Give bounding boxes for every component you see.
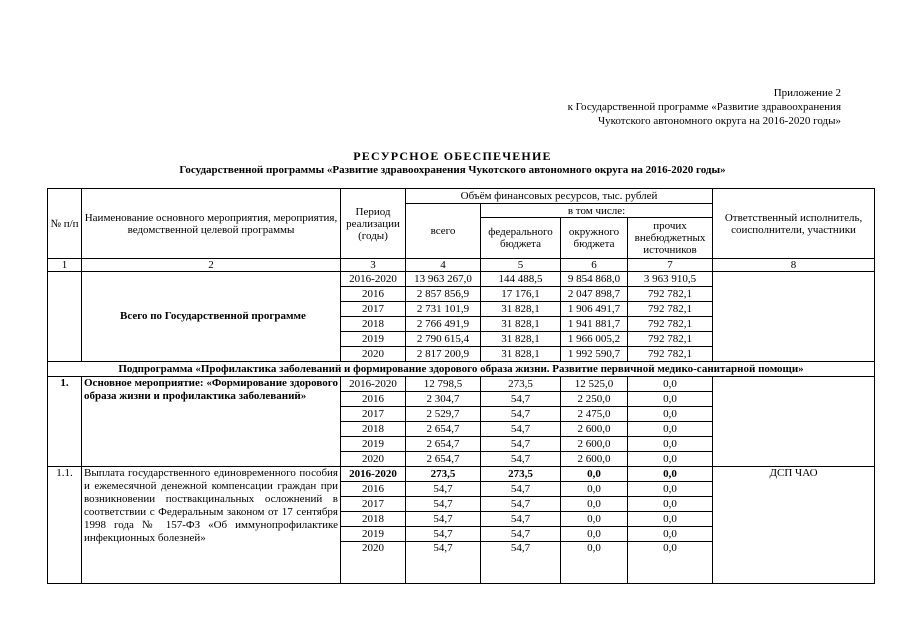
other-cell: 0,0 [628, 542, 713, 584]
federal-cell: 54,7 [481, 437, 561, 452]
district-cell: 0,0 [561, 527, 628, 542]
district-cell: 2 600,0 [561, 452, 628, 467]
period-cell: 2016 [341, 392, 406, 407]
other-cell: 792 782,1 [628, 317, 713, 332]
total-cell: 2 654,7 [406, 422, 481, 437]
annex-line-3: Чукотского автономного округа на 2016-2020 годы» [597, 115, 841, 127]
header-volume: Объём финансовых ресурсов, тыс. рублей [406, 189, 713, 204]
period-cell: 2016 [341, 482, 406, 497]
column-number-row [48, 259, 875, 272]
table-row [48, 272, 875, 287]
federal-cell: 31 828,1 [481, 302, 561, 317]
federal-cell: 54,7 [481, 407, 561, 422]
colnum-cell: 1 [48, 259, 82, 272]
period-cell: 2016-2020 [341, 377, 406, 392]
district-cell: 1 906 491,7 [561, 302, 628, 317]
other-cell: 3 963 910,5 [628, 272, 713, 287]
main-event-label: Основное мероприятие: «Формирование здорового образа жизни и профилактика заболеваний» [82, 377, 341, 467]
annex-line-1: Приложение 2 [773, 87, 841, 99]
district-cell: 2 250,0 [561, 392, 628, 407]
header-num: № п/п [48, 189, 82, 259]
colnum-cell: 3 [341, 259, 406, 272]
header-total: всего [406, 204, 481, 259]
other-cell: 0,0 [628, 452, 713, 467]
total-cell: 2 529,7 [406, 407, 481, 422]
federal-cell: 54,7 [481, 482, 561, 497]
federal-cell: 54,7 [481, 422, 561, 437]
annex-line-2: к Государственной программе «Развитие здравоохранения [567, 101, 841, 113]
total-cell: 54,7 [406, 512, 481, 527]
total-cell: 54,7 [406, 497, 481, 512]
district-cell: 2 600,0 [561, 437, 628, 452]
district-cell: 2 600,0 [561, 422, 628, 437]
event-num: 1. [48, 377, 82, 467]
period-cell: 2019 [341, 437, 406, 452]
subprogram-row [48, 362, 875, 377]
other-cell: 0,0 [628, 392, 713, 407]
header-period: Период реализации (годы) [341, 189, 406, 259]
table-row [48, 377, 875, 392]
period-cell: 2020 [341, 542, 406, 584]
period-cell: 2019 [341, 527, 406, 542]
program-total-label: Всего по Государственной программе [82, 272, 341, 362]
event-1-1-responsible: ДСП ЧАО [713, 467, 875, 584]
other-cell: 792 782,1 [628, 302, 713, 317]
total-cell: 54,7 [406, 482, 481, 497]
district-cell: 12 525,0 [561, 377, 628, 392]
program-num-cell [48, 272, 82, 362]
header-other: прочих внебюджетных источников [628, 218, 713, 259]
event-num: 1.1. [48, 467, 82, 584]
colnum-cell: 4 [406, 259, 481, 272]
total-cell: 2 857 856,9 [406, 287, 481, 302]
district-cell: 1 966 005,2 [561, 332, 628, 347]
program-responsible-cell [713, 272, 875, 362]
period-cell: 2020 [341, 452, 406, 467]
other-cell: 0,0 [628, 497, 713, 512]
document-title: РЕСУРСНОЕ ОБЕСПЕЧЕНИЕ [353, 149, 552, 163]
other-cell: 0,0 [628, 512, 713, 527]
annex-block [568, 86, 841, 128]
document-subtitle: Государственной программы «Развитие здравоохранения Чукотского автономного округа на 2016-2020 годы» [179, 164, 726, 176]
period-cell: 2019 [341, 332, 406, 347]
period-cell: 2016 [341, 287, 406, 302]
period-cell: 2016-2020 [341, 272, 406, 287]
federal-cell: 31 828,1 [481, 332, 561, 347]
district-cell: 2 047 898,7 [561, 287, 628, 302]
header-federal: федерального бюджета [481, 218, 561, 259]
other-cell: 792 782,1 [628, 332, 713, 347]
federal-cell: 17 176,1 [481, 287, 561, 302]
total-cell: 2 654,7 [406, 452, 481, 467]
colnum-cell: 5 [481, 259, 561, 272]
federal-cell: 273,5 [481, 467, 561, 482]
total-cell: 2 766 491,9 [406, 317, 481, 332]
other-cell: 792 782,1 [628, 287, 713, 302]
other-cell: 0,0 [628, 377, 713, 392]
total-cell: 2 790 615,4 [406, 332, 481, 347]
total-cell: 54,7 [406, 542, 481, 584]
period-cell: 2017 [341, 407, 406, 422]
federal-cell: 54,7 [481, 392, 561, 407]
other-cell: 0,0 [628, 437, 713, 452]
resource-table [47, 188, 875, 584]
federal-cell: 54,7 [481, 452, 561, 467]
subprogram-title: Подпрограмма «Профилактика заболеваний и формирование здорового образа жизни. Развитие первичной медико-санитарной помощи» [48, 362, 875, 377]
federal-cell: 31 828,1 [481, 347, 561, 362]
header-name: Наименование основного мероприятия, мероприятия, ведомственной целевой программы [82, 189, 341, 259]
period-cell: 2018 [341, 512, 406, 527]
other-cell: 0,0 [628, 407, 713, 422]
colnum-cell: 7 [628, 259, 713, 272]
federal-cell: 54,7 [481, 527, 561, 542]
district-cell: 9 854 868,0 [561, 272, 628, 287]
district-cell: 0,0 [561, 542, 628, 584]
federal-cell: 54,7 [481, 512, 561, 527]
other-cell: 0,0 [628, 527, 713, 542]
district-cell: 1 992 590,7 [561, 347, 628, 362]
district-cell: 0,0 [561, 497, 628, 512]
total-cell: 2 654,7 [406, 437, 481, 452]
district-cell: 2 475,0 [561, 407, 628, 422]
total-cell: 273,5 [406, 467, 481, 482]
header-responsible: Ответственный исполнитель, соисполнители, участники [713, 189, 875, 259]
federal-cell: 273,5 [481, 377, 561, 392]
event-1-1-label: Выплата государственного единовременного пособия и ежемесячной денежной компенсации граждан при возникновении поствакцинальных осложнений в соответствии с Федеральным законом от 17 сентября 1998 года № 157-ФЗ «Об иммунопрофилактике инфекционных болезней» [82, 467, 341, 584]
district-cell: 0,0 [561, 482, 628, 497]
total-cell: 13 963 267,0 [406, 272, 481, 287]
other-cell: 0,0 [628, 467, 713, 482]
period-cell: 2017 [341, 497, 406, 512]
colnum-cell: 6 [561, 259, 628, 272]
colnum-cell: 8 [713, 259, 875, 272]
period-cell: 2020 [341, 347, 406, 362]
federal-cell: 54,7 [481, 497, 561, 512]
period-cell: 2016-2020 [341, 467, 406, 482]
other-cell: 0,0 [628, 482, 713, 497]
total-cell: 12 798,5 [406, 377, 481, 392]
period-cell: 2018 [341, 317, 406, 332]
total-cell: 54,7 [406, 527, 481, 542]
other-cell: 0,0 [628, 422, 713, 437]
table-row [48, 467, 875, 482]
period-cell: 2017 [341, 302, 406, 317]
total-cell: 2 731 101,9 [406, 302, 481, 317]
federal-cell: 31 828,1 [481, 317, 561, 332]
federal-cell: 144 488,5 [481, 272, 561, 287]
district-cell: 0,0 [561, 467, 628, 482]
header-including: в том числе: [481, 204, 713, 218]
district-cell: 1 941 881,7 [561, 317, 628, 332]
total-cell: 2 304,7 [406, 392, 481, 407]
district-cell: 0,0 [561, 512, 628, 527]
header-district: окружного бюджета [561, 218, 628, 259]
colnum-cell: 2 [82, 259, 341, 272]
federal-cell: 54,7 [481, 542, 561, 584]
other-cell: 792 782,1 [628, 347, 713, 362]
total-cell: 2 817 200,9 [406, 347, 481, 362]
period-cell: 2018 [341, 422, 406, 437]
main-event-responsible-cell [713, 377, 875, 467]
